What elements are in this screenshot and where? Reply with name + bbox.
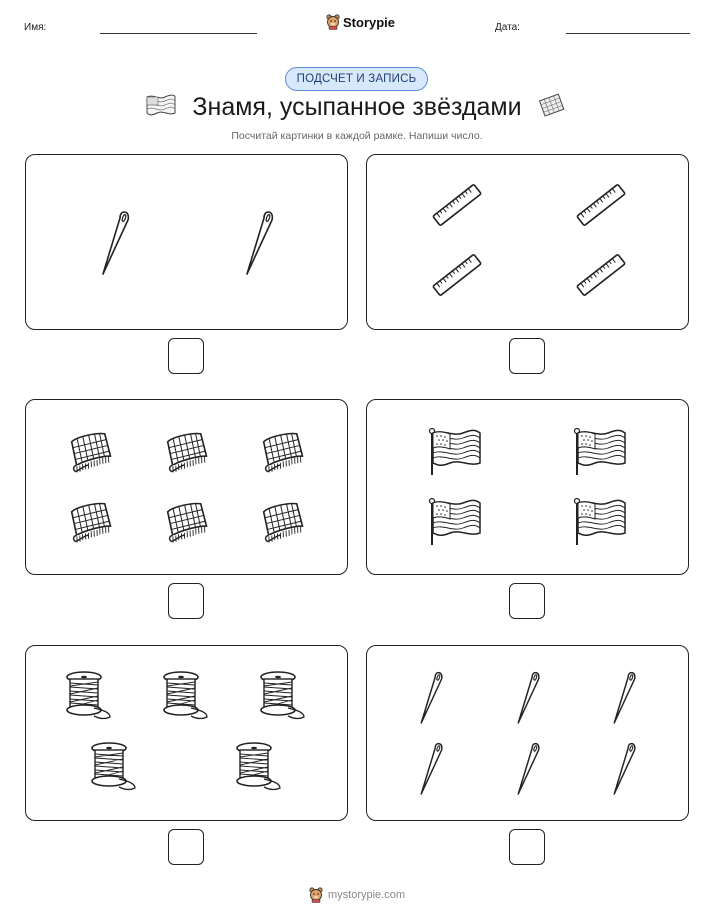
name-label: Имя: [24, 22, 47, 33]
answer-box-1[interactable] [168, 338, 204, 374]
counting-frame-3 [25, 399, 348, 575]
thread-spool-icon [258, 670, 308, 722]
thread-spool-icon [64, 670, 114, 722]
needle-icon [515, 740, 541, 796]
brand-name: Storypie [343, 14, 396, 30]
ruler-icon [428, 180, 486, 230]
footer [0, 887, 714, 903]
answer-box-6[interactable] [509, 829, 545, 865]
needle-icon [99, 208, 131, 276]
answer-box-5[interactable] [168, 829, 204, 865]
quilt-icon [258, 498, 308, 544]
needle-icon [418, 740, 444, 796]
quilt-icon [66, 428, 116, 474]
flag-icon [428, 497, 482, 547]
date-line[interactable] [566, 33, 690, 34]
instructions: Посчитай картинки в каждой рамке. Напиши число. [231, 130, 483, 142]
quilt-icon [537, 93, 567, 124]
activity-badge: ПОДСЧЕТ И ЗАПИСЬ [285, 67, 428, 91]
date-label: Дата: [495, 22, 520, 33]
ruler-icon [572, 250, 630, 300]
flag-icon [573, 497, 627, 547]
flag-icon [428, 427, 482, 477]
bear-icon [326, 14, 340, 30]
answer-box-2[interactable] [509, 338, 545, 374]
answer-box-4[interactable] [509, 583, 545, 619]
brand-logo [326, 14, 395, 30]
ruler-icon [428, 250, 486, 300]
answer-box-3[interactable] [168, 583, 204, 619]
counting-frame-1 [25, 154, 348, 330]
thread-spool-icon [234, 741, 284, 793]
needle-icon [418, 669, 444, 725]
quilt-icon [162, 428, 212, 474]
needle-icon [611, 740, 637, 796]
counting-frame-2 [366, 154, 689, 330]
needle-icon [243, 208, 275, 276]
footer-url[interactable]: mystorypie.com [327, 889, 406, 901]
counting-frame-4 [366, 399, 689, 575]
needle-icon [515, 669, 541, 725]
quilt-icon [258, 428, 308, 474]
quilt-icon [66, 498, 116, 544]
thread-spool-icon [89, 741, 139, 793]
page-title: Знамя, усыпанное звёздами [192, 93, 522, 121]
bear-icon [309, 887, 323, 903]
quilt-icon [162, 498, 212, 544]
name-line[interactable] [100, 33, 257, 34]
needle-icon [611, 669, 637, 725]
thread-spool-icon [161, 670, 211, 722]
flag-icon [573, 427, 627, 477]
ruler-icon [572, 180, 630, 230]
